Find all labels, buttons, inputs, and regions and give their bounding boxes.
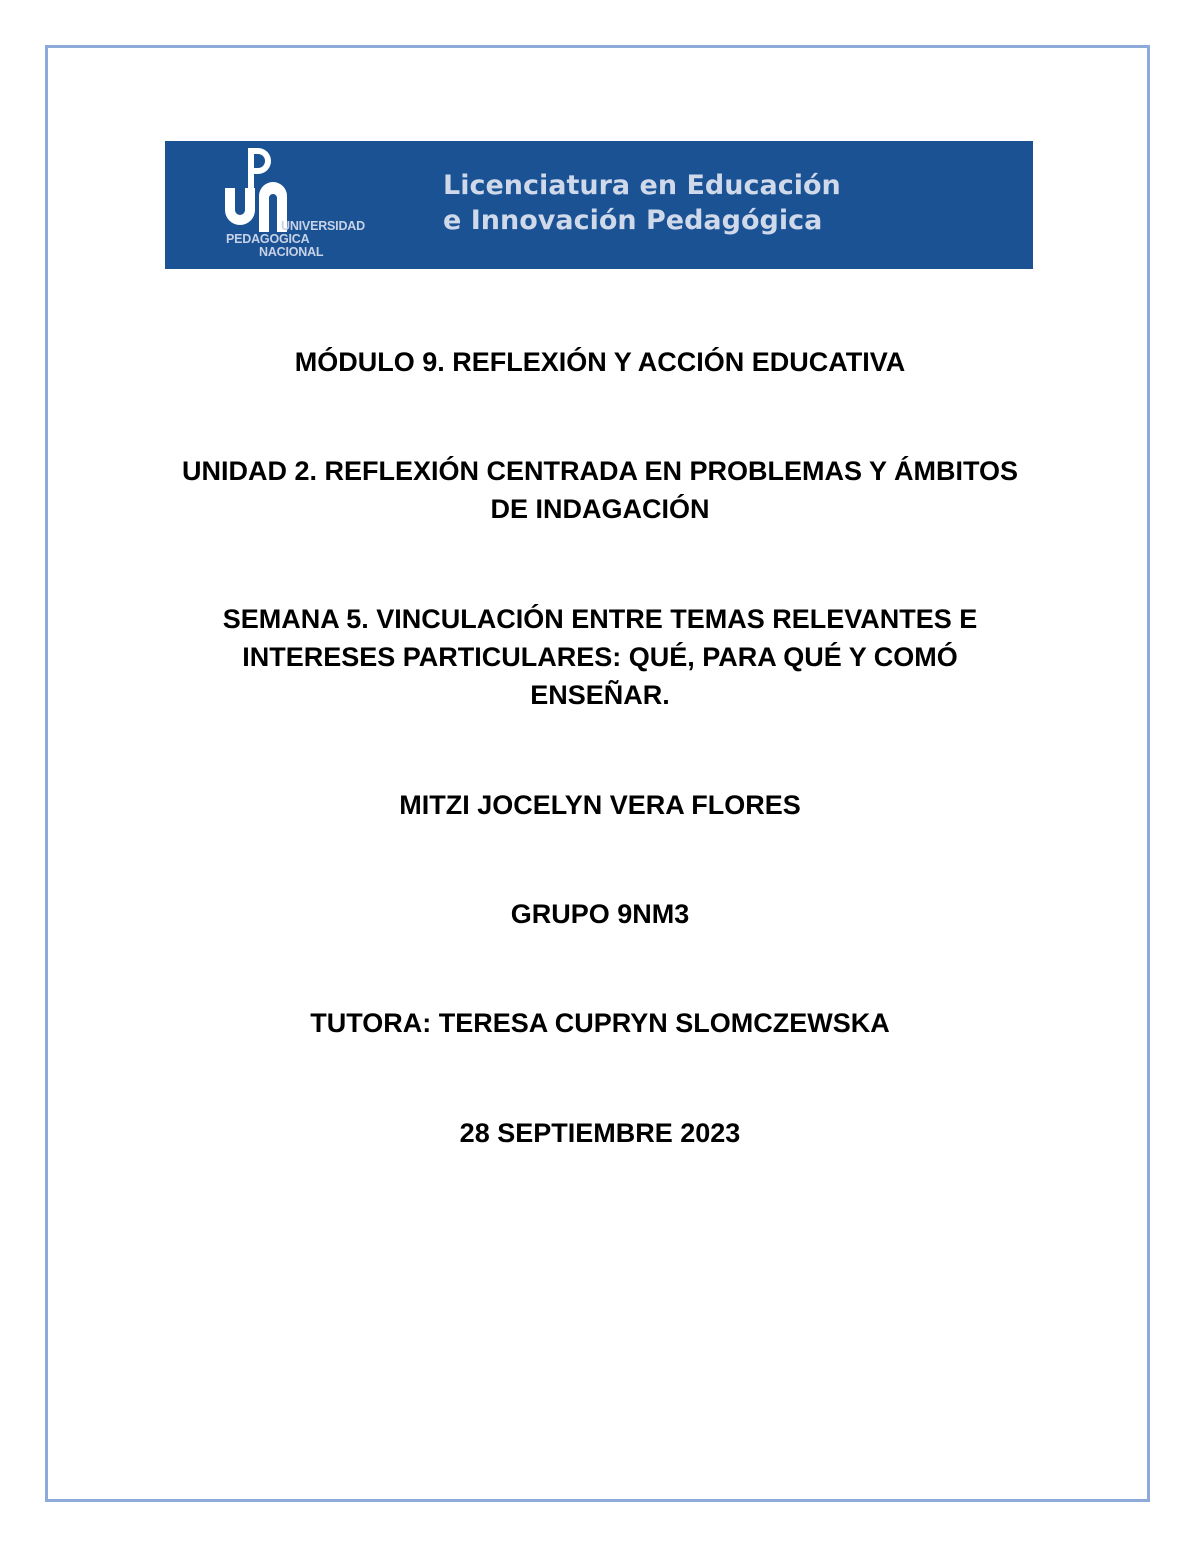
logo-text-line2: PEDAGOGICA (226, 232, 310, 246)
group-label (100, 895, 1100, 933)
author-name-text: MITZI JOCELYN VERA FLORES (399, 790, 801, 820)
upn-logo (223, 148, 363, 264)
logo-text-line3: NACIONAL (259, 245, 324, 259)
program-title-line2: e Innovación Pedagógica (443, 205, 823, 236)
week-heading (100, 600, 1100, 714)
logo-text-line1: UNIVERSIDAD (281, 219, 365, 233)
tutor-label-text: TUTORA: TERESA CUPRYN SLOMCZEWSKA (310, 1008, 890, 1038)
group-label-text: GRUPO 9NM3 (510, 899, 690, 929)
week-heading-line1: SEMANA 5. VINCULACIÓN ENTRE TEMAS RELEVANTES E (222, 604, 978, 634)
unit-heading-line1: UNIDAD 2. REFLEXIÓN CENTRADA EN PROBLEMAS Y ÁMBITOS (181, 456, 1019, 486)
header-banner (165, 141, 1033, 269)
week-heading-line2: INTERESES PARTICULARES: QUÉ, PARA QUÉ Y COMÓ (242, 642, 958, 672)
program-title-line1: Licenciatura en Educación (443, 170, 841, 201)
author-name (100, 786, 1100, 824)
unit-heading-line2: DE INDAGACIÓN (490, 494, 710, 524)
date-label (100, 1114, 1100, 1152)
date-label-text: 28 SEPTIEMBRE 2023 (459, 1118, 741, 1148)
unit-heading (100, 452, 1100, 528)
module-heading-text: MÓDULO 9. REFLEXIÓN Y ACCIÓN EDUCATIVA (294, 347, 906, 377)
tutor-label (100, 1004, 1100, 1042)
module-heading (100, 343, 1100, 381)
week-heading-line3: ENSEÑAR. (530, 680, 670, 710)
program-title (443, 168, 841, 238)
